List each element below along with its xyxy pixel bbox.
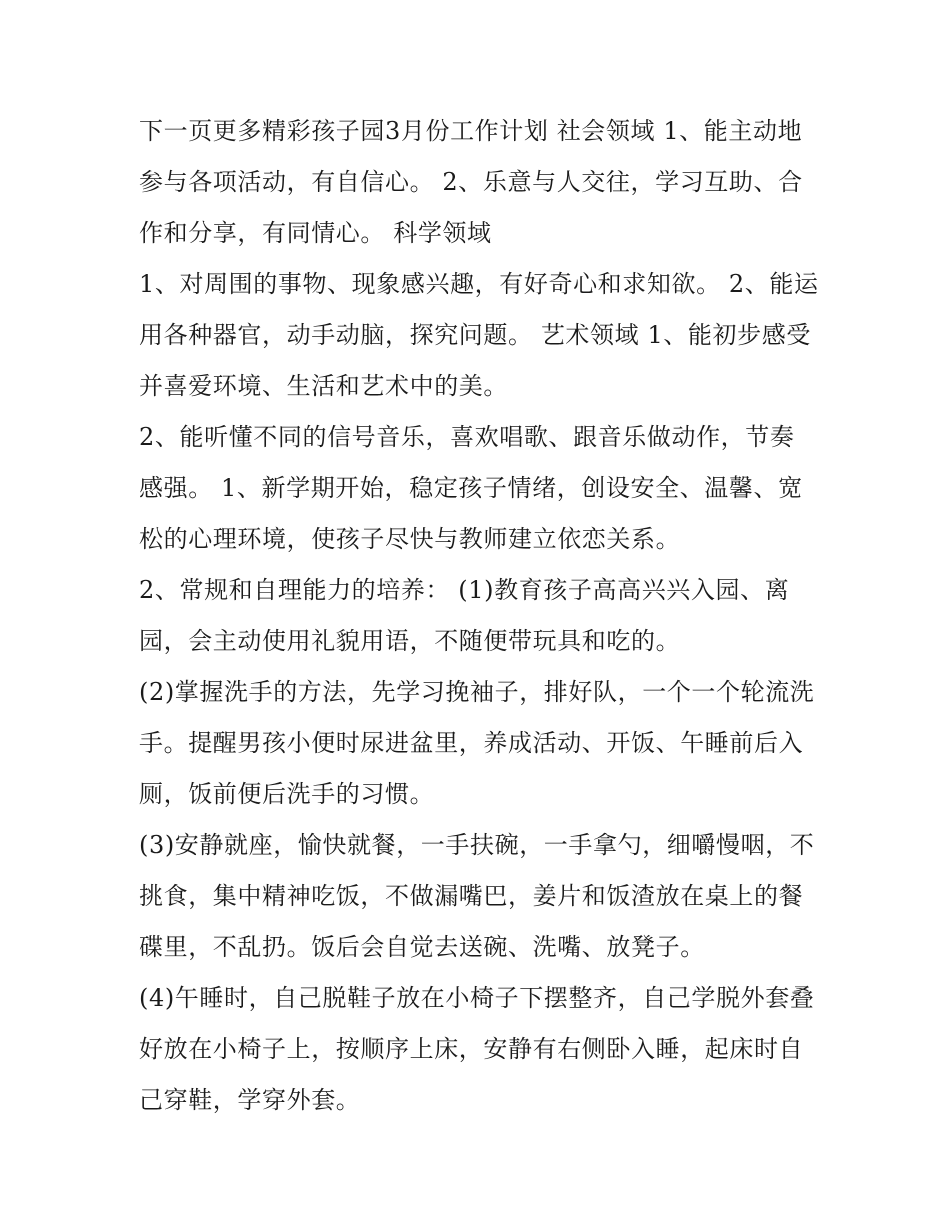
- paragraph-5: (2)掌握洗手的方法，先学习挽袖子，排好队，一个一个轮流洗手。提醒男孩小便时尿进盆里，养成活动、开饭、午睡前后入厕，饭前便后洗手的习惯。: [139, 678, 815, 808]
- paragraph-7: (4)午睡时，自己脱鞋子放在小椅子下摆整齐，自己学脱外套叠好放在小椅子上，按顺序上床，安静有右侧卧入睡，起床时自己穿鞋，学穿外套。: [139, 984, 815, 1114]
- paragraph-3: 2、能听懂不同的信号音乐，喜欢唱歌、跟音乐做动作，节奏感强。 1、新学期开始，稳定孩子情绪，创设安全、温馨、宽松的心理环境，使孩子尽快与教师建立依恋关系。: [139, 423, 803, 553]
- paragraph-6: (3)安静就座，愉快就餐，一手扶碗，一手拿勺，细嚼慢咽，不挑食，集中精神吃饭，不做漏嘴巴，姜片和饭渣放在桌上的餐碟里，不乱扔。饭后会自觉去送碗、洗嘴、放凳子。: [139, 831, 815, 961]
- paragraph-1: 下一页更多精彩孩子园3月份工作计划 社会领域 1、能主动地参与各项活动，有自信心。 2、乐意与人交往，学习互助、合作和分享，有同情心。 科学领域: [139, 117, 803, 247]
- paragraph-4: 2、常规和自理能力的培养： (1)教育孩子高高兴兴入园、离园，会主动使用礼貌用语，不随便带玩具和吃的。: [139, 576, 790, 655]
- paragraph-2: 1、对周围的事物、现象感兴趣，有好奇心和求知欲。 2、能运用各种器官，动手动脑，探究问题。 艺术领域 1、能初步感受并喜爱环境、生活和艺术中的美。: [139, 270, 819, 400]
- document-body: [139, 106, 819, 1126]
